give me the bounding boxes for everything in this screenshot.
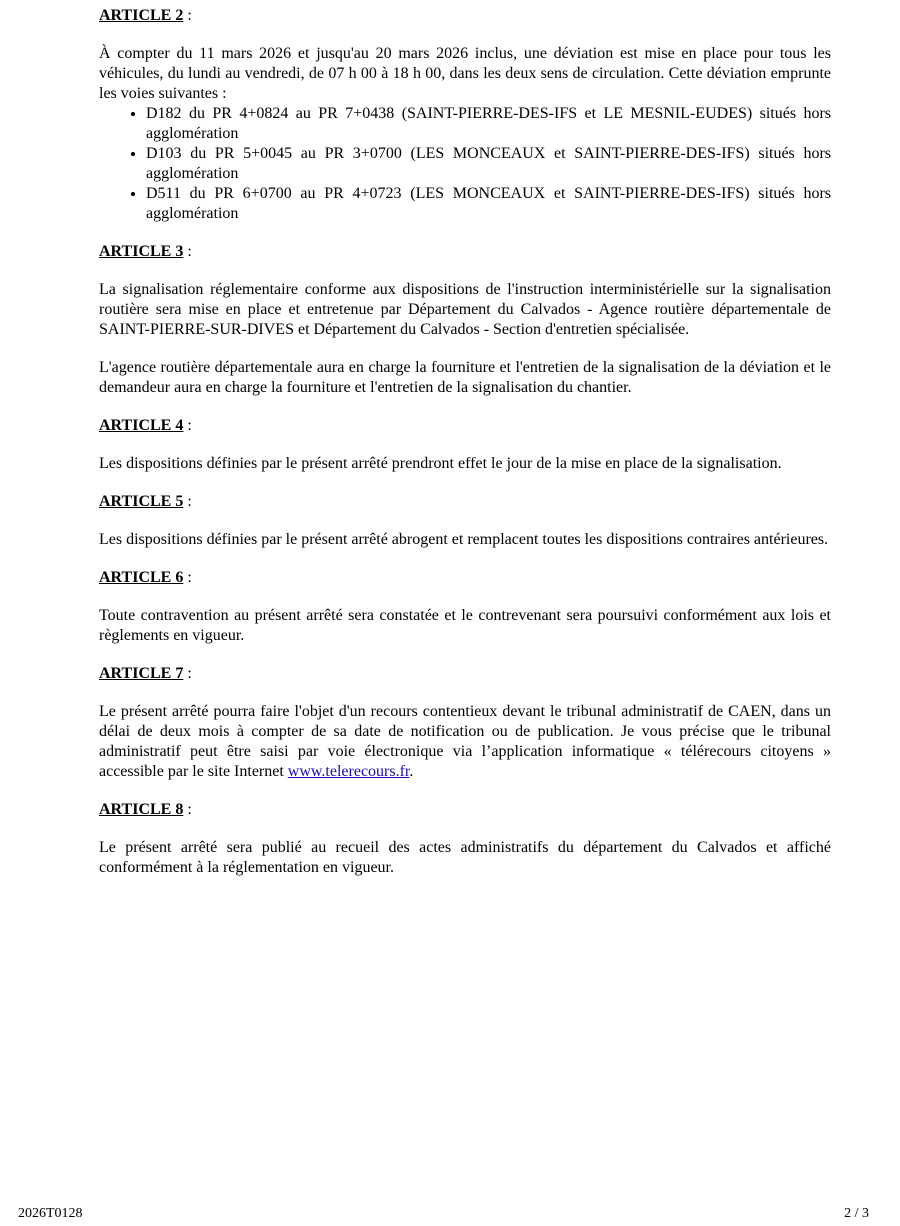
article-7-colon: : bbox=[183, 665, 192, 682]
article-4-heading bbox=[99, 416, 831, 436]
article-4-text: Les dispositions définies par le présent arrêté prendront effet le jour de la mise en place de la signalisation. bbox=[99, 455, 782, 472]
article-6-colon: : bbox=[183, 569, 192, 586]
article-7-text bbox=[99, 702, 831, 782]
article-2-colon: : bbox=[183, 7, 192, 24]
page-number: 2 / 3 bbox=[844, 1206, 869, 1221]
route-item: • D511 du PR 6+0700 au PR 4+0723 (LES MONCEAUX et SAINT-PIERRE-DES-IFS) situés hors agglomération bbox=[146, 184, 831, 224]
article-3-label: ARTICLE 3 bbox=[99, 243, 184, 260]
article-4-colon: : bbox=[183, 417, 192, 434]
document-reference: 2026T0128 bbox=[18, 1206, 83, 1221]
article-5-label: ARTICLE 5 bbox=[99, 493, 184, 510]
article-7-text-main: Le présent arrêté pourra faire l'objet d'un recours contentieux devant le tribunal administratif de CAEN, dans un délai de deux mois à compter de sa date de notification ou de publication. Je vous précise que le tribunal administratif peut être saisi par voie électronique via l’application informatique « télérecours citoyens » accessible par le site Internet bbox=[99, 703, 831, 780]
article-5-text: Les dispositions définies par le présent arrêté abrogent et remplacent toutes les dispositions contraires antérieures. bbox=[99, 531, 829, 548]
article-8-text: Le présent arrêté sera publié au recueil des actes administratifs du département du Calvados et affiché conformément à la réglementation en vigueur. bbox=[99, 839, 831, 876]
article-6-text: Toute contravention au présent arrêté sera constatée et le contrevenant sera poursuivi conformément aux lois et règlements en vigueur. bbox=[99, 607, 831, 644]
article-8-heading bbox=[99, 800, 831, 820]
telerecours-link[interactable]: www.telerecours.fr bbox=[287, 763, 410, 780]
article-8-label: ARTICLE 8 bbox=[99, 801, 184, 818]
article-3-colon: : bbox=[183, 243, 192, 260]
article-7-heading bbox=[99, 664, 831, 684]
route-item: • D103 du PR 5+0045 au PR 3+0700 (LES MONCEAUX et SAINT-PIERRE-DES-IFS) situés hors agglomération bbox=[146, 144, 831, 184]
article-6-heading bbox=[99, 568, 831, 588]
article-2-label: ARTICLE 2 bbox=[99, 7, 184, 24]
article-5-heading bbox=[99, 492, 831, 512]
article-3-paragraph-2: L'agence routière départementale aura en charge la fourniture et l'entretien de la signalisation de la déviation et le demandeur aura en charge la fourniture et l'entretien de la signalisation du chantier. bbox=[99, 359, 831, 396]
article-4-label: ARTICLE 4 bbox=[99, 417, 184, 434]
article-2-heading bbox=[99, 6, 831, 26]
article-3-heading bbox=[99, 242, 831, 262]
deviation-route-list bbox=[99, 104, 831, 224]
document-body bbox=[99, 6, 831, 896]
article-3-paragraph-1: La signalisation réglementaire conforme aux dispositions de l'instruction interministérielle sur la signalisation routière sera mise en place et entretenue par Département du Calvados - Agence routière départementale de SAINT-PIERRE-SUR-DIVES et Département du Calvados - Section d'entretien spécialisée. bbox=[99, 281, 831, 338]
article-6-label: ARTICLE 6 bbox=[99, 569, 184, 586]
article-5-colon: : bbox=[183, 493, 192, 510]
article-7-label: ARTICLE 7 bbox=[99, 665, 184, 682]
article-7-text-end: . bbox=[409, 763, 414, 780]
article-2-intro: À compter du 11 mars 2026 et jusqu'au 20 mars 2026 inclus, une déviation est mise en place pour tous les véhicules, du lundi au vendredi, de 07 h 00 à 18 h 00, dans les deux sens de circulation. Cette déviation emprunte les voies suivantes : bbox=[99, 45, 831, 102]
article-8-colon: : bbox=[183, 801, 192, 818]
route-item: • D182 du PR 4+0824 au PR 7+0438 (SAINT-PIERRE-DES-IFS et LE MESNIL-EUDES) situés hors agglomération bbox=[146, 104, 831, 144]
